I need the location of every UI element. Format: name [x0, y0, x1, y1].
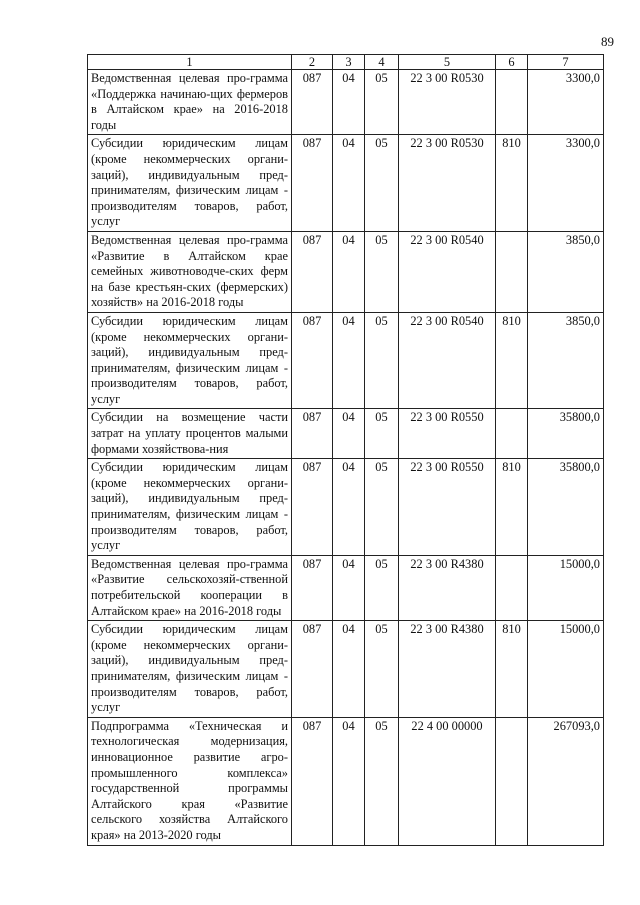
row-subsection: 05 — [365, 555, 399, 620]
row-section: 04 — [333, 135, 365, 232]
row-subsection: 05 — [365, 312, 399, 409]
col-header-4: 4 — [365, 55, 399, 70]
row-section: 04 — [333, 231, 365, 312]
row-expense-type: 810 — [496, 135, 528, 232]
row-name: Субсидии юридическим лицам (кроме некоммерческих органи-заций), индивидуальным пред-принимателям, физическим лицам - производителям товаров, работ, услуг — [88, 312, 292, 409]
table-row — [88, 621, 604, 718]
row-subsection: 05 — [365, 459, 399, 556]
row-amount: 15000,0 — [528, 621, 604, 718]
table-row — [88, 70, 604, 135]
row-ministry-code: 087 — [292, 231, 333, 312]
row-ministry-code: 087 — [292, 555, 333, 620]
row-ministry-code: 087 — [292, 312, 333, 409]
row-section: 04 — [333, 555, 365, 620]
row-subsection: 05 — [365, 717, 399, 845]
row-name: Субсидии юридическим лицам (кроме некоммерческих органи-заций), индивидуальным пред-принимателям, физическим лицам - производителям товаров, работ, услуг — [88, 621, 292, 718]
page-number: 89 — [601, 34, 614, 49]
row-expense-type: 810 — [496, 459, 528, 556]
row-section: 04 — [333, 621, 365, 718]
row-ministry-code: 087 — [292, 717, 333, 845]
table-row — [88, 312, 604, 409]
row-name: Ведомственная целевая про-грамма «Поддержка начинаю-щих фермеров в Алтайском крае» на 2016-2018 годы — [88, 70, 292, 135]
row-subsection: 05 — [365, 231, 399, 312]
row-ministry-code: 087 — [292, 70, 333, 135]
row-expense-type — [496, 70, 528, 135]
row-target-article: 22 3 00 R0550 — [399, 409, 496, 459]
row-amount: 15000,0 — [528, 555, 604, 620]
table-row — [88, 231, 604, 312]
budget-table — [87, 54, 604, 846]
row-section: 04 — [333, 409, 365, 459]
row-expense-type — [496, 231, 528, 312]
row-target-article: 22 3 00 R0540 — [399, 231, 496, 312]
row-amount: 3850,0 — [528, 231, 604, 312]
row-section: 04 — [333, 312, 365, 409]
col-header-5: 5 — [399, 55, 496, 70]
row-amount: 3850,0 — [528, 312, 604, 409]
row-expense-type — [496, 409, 528, 459]
table-row — [88, 135, 604, 232]
row-target-article: 22 3 00 R0540 — [399, 312, 496, 409]
row-subsection: 05 — [365, 621, 399, 718]
row-name: Ведомственная целевая про-грамма «Развитие сельскохозяй-ственной потребительской кооперации в Алтайском крае» на 2016-2018 годы — [88, 555, 292, 620]
row-name: Субсидии юридическим лицам (кроме некоммерческих органи-заций), индивидуальным пред-принимателям, физическим лицам - производителям товаров, работ, услуг — [88, 459, 292, 556]
row-ministry-code: 087 — [292, 409, 333, 459]
row-name: Ведомственная целевая про-грамма «Развитие в Алтайском крае семейных животноводче-ских ферм на базе крестьян-ских (фермерских) хозяйств» на 2016-2018 годы — [88, 231, 292, 312]
table-row — [88, 459, 604, 556]
row-ministry-code: 087 — [292, 459, 333, 556]
row-amount: 3300,0 — [528, 135, 604, 232]
row-amount: 267093,0 — [528, 717, 604, 845]
header-row — [88, 55, 604, 70]
col-header-2: 2 — [292, 55, 333, 70]
col-header-6: 6 — [496, 55, 528, 70]
row-target-article: 22 3 00 R4380 — [399, 621, 496, 718]
row-ministry-code: 087 — [292, 621, 333, 718]
col-header-1: 1 — [88, 55, 292, 70]
row-expense-type: 810 — [496, 621, 528, 718]
row-name: Субсидии юридическим лицам (кроме некоммерческих органи-заций), индивидуальным пред-принимателям, физическим лицам - производителям товаров, работ, услуг — [88, 135, 292, 232]
row-target-article: 22 4 00 00000 — [399, 717, 496, 845]
row-subsection: 05 — [365, 135, 399, 232]
row-amount: 35800,0 — [528, 459, 604, 556]
row-section: 04 — [333, 459, 365, 556]
row-ministry-code: 087 — [292, 135, 333, 232]
row-subsection: 05 — [365, 409, 399, 459]
row-section: 04 — [333, 70, 365, 135]
row-amount: 3300,0 — [528, 70, 604, 135]
row-section: 04 — [333, 717, 365, 845]
row-target-article: 22 3 00 R4380 — [399, 555, 496, 620]
table-row — [88, 717, 604, 845]
col-header-3: 3 — [333, 55, 365, 70]
row-expense-type: 810 — [496, 312, 528, 409]
row-target-article: 22 3 00 R0530 — [399, 135, 496, 232]
row-name: Подпрограмма «Техническая и технологическая модернизация, инновационное развитие агро-промышленного комплекса» государственной программы Алтайского края «Развитие сельского хозяйства Алтайского края» на 2013-2020 годы — [88, 717, 292, 845]
row-expense-type — [496, 717, 528, 845]
row-expense-type — [496, 555, 528, 620]
row-amount: 35800,0 — [528, 409, 604, 459]
table-row — [88, 555, 604, 620]
row-subsection: 05 — [365, 70, 399, 135]
row-target-article: 22 3 00 R0550 — [399, 459, 496, 556]
row-target-article: 22 3 00 R0530 — [399, 70, 496, 135]
table-row — [88, 409, 604, 459]
col-header-7: 7 — [528, 55, 604, 70]
row-name: Субсидии на возмещение части затрат на уплату процентов малыми формами хозяйствова-ния — [88, 409, 292, 459]
